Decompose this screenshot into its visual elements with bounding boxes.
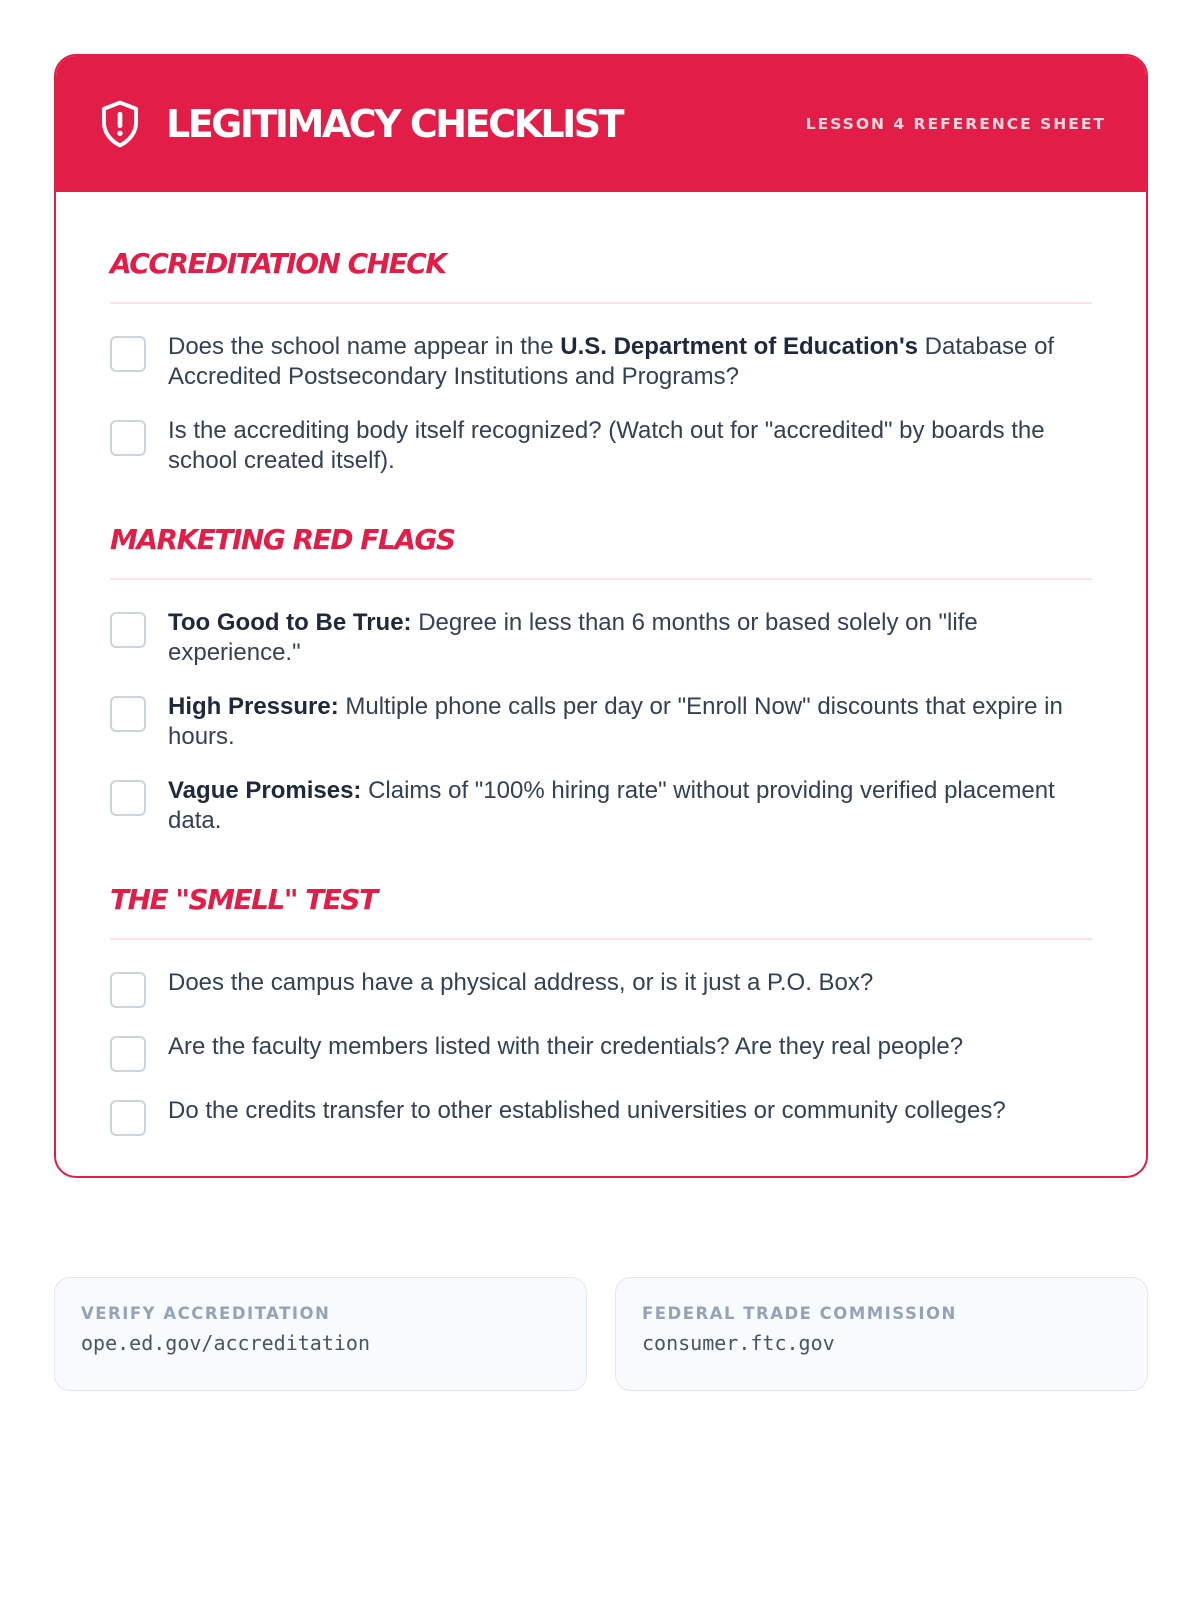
checklist-item	[110, 1032, 1092, 1072]
page-subtitle: LESSON 4 REFERENCE SHEET	[805, 115, 1106, 133]
checkbox[interactable]	[110, 1100, 146, 1136]
checkbox[interactable]	[110, 972, 146, 1008]
checklist-item	[110, 416, 1092, 476]
section-divider	[110, 578, 1092, 580]
checklist-item	[110, 692, 1092, 752]
footer-label: VERIFY ACCREDITATION	[81, 1304, 331, 1323]
shield-alert-icon	[98, 99, 142, 149]
footer-label: FEDERAL TRADE COMMISSION	[642, 1304, 957, 1323]
card-body	[56, 192, 1146, 1176]
section-smell-test	[110, 880, 1092, 1136]
section-title: MARKETING RED FLAGS	[110, 523, 455, 556]
section-divider	[110, 302, 1092, 304]
section-title: ACCREDITATION CHECK	[110, 247, 446, 280]
footer-card-verify-accreditation	[54, 1277, 587, 1391]
checklist-item	[110, 968, 1092, 1008]
checklist-item	[110, 1096, 1092, 1136]
checkbox[interactable]	[110, 336, 146, 372]
checklist-item-text: Do the credits transfer to other established universities or community colleges?	[168, 1097, 1006, 1124]
section-divider	[110, 938, 1092, 940]
footer-link[interactable]: consumer.ftc.gov	[642, 1331, 835, 1355]
checkbox[interactable]	[110, 696, 146, 732]
checklist-item-text: Too Good to Be True: Degree in less than 6 months or based solely on "life experience."	[168, 609, 978, 666]
page-title: LEGITIMACY CHECKLIST	[166, 102, 623, 146]
checklist-item-text: Vague Promises: Claims of "100% hiring rate" without providing verified placement data.	[168, 777, 1055, 834]
checklist-item-text: Is the accrediting body itself recognized? (Watch out for "accredited" by boards the school created itself).	[168, 417, 1045, 474]
checklist-item-text: High Pressure: Multiple phone calls per day or "Enroll Now" discounts that expire in hours.	[168, 693, 1063, 750]
section-accreditation-check	[110, 244, 1092, 476]
section-title: THE "SMELL" TEST	[110, 883, 377, 916]
checkbox[interactable]	[110, 420, 146, 456]
checklist-item	[110, 608, 1092, 668]
footer-link[interactable]: ope.ed.gov/accreditation	[81, 1331, 370, 1355]
footer-card-ftc	[615, 1277, 1148, 1391]
card-header	[56, 56, 1146, 192]
checkbox[interactable]	[110, 780, 146, 816]
section-marketing-red-flags	[110, 520, 1092, 836]
checklist-item-text: Does the school name appear in the U.S. Department of Education's Database of Accredited Postsecondary Institutions and Programs?	[168, 333, 1055, 390]
checkbox[interactable]	[110, 612, 146, 648]
checklist-item-text: Does the campus have a physical address, or is it just a P.O. Box?	[168, 969, 874, 996]
checklist-card	[54, 54, 1148, 1178]
checkbox[interactable]	[110, 1036, 146, 1072]
checklist-item	[110, 332, 1092, 392]
checklist-item	[110, 776, 1092, 836]
header-brand	[98, 99, 622, 149]
checklist-item-text: Are the faculty members listed with their credentials? Are they real people?	[168, 1033, 964, 1060]
